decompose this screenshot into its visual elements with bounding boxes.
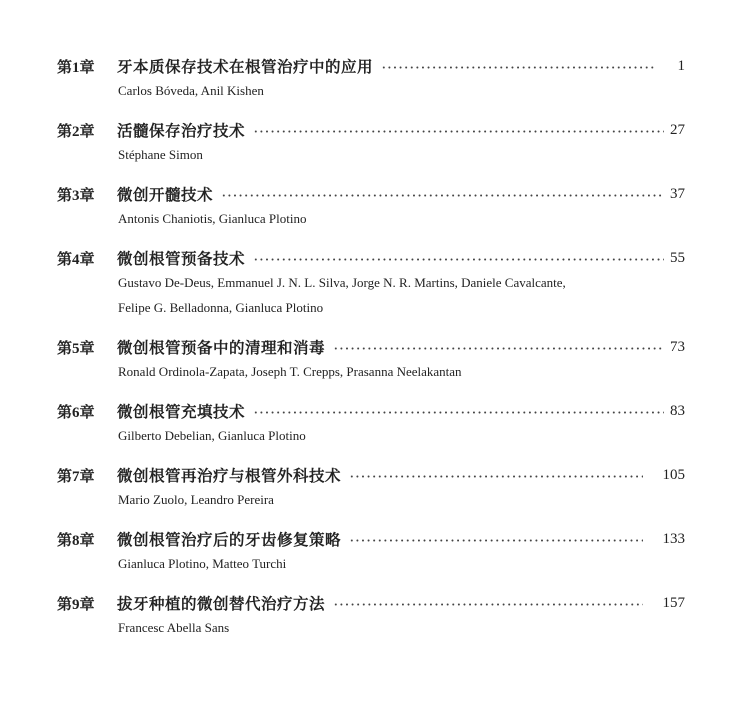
- chapter-authors: [57, 487, 685, 512]
- toc-title-row[interactable]: [57, 399, 685, 423]
- chapter-authors: [57, 270, 685, 320]
- page-number: 27: [670, 121, 685, 138]
- toc-entry[interactable]: [57, 527, 685, 576]
- page-number: 1: [677, 57, 685, 74]
- dot-leader: [253, 411, 664, 414]
- chapter-number: 第7章: [57, 468, 95, 485]
- chapter-authors: [57, 142, 685, 167]
- chapter-authors: [57, 78, 685, 103]
- toc-entry[interactable]: [57, 463, 685, 512]
- chapter-number: 第1章: [57, 59, 95, 76]
- chapter-title[interactable]: 微创开髓技术: [117, 187, 214, 204]
- toc-entry[interactable]: [57, 182, 685, 231]
- toc-title-row[interactable]: [57, 591, 685, 615]
- chapter-number: 第9章: [57, 596, 95, 613]
- toc-title-row[interactable]: [57, 118, 685, 142]
- author-line: Gilberto Debelian, Gianluca Plotino: [118, 428, 306, 443]
- author-line: Ronald Ordinola-Zapata, Joseph T. Crepps, Prasanna Neelakantan: [118, 364, 462, 379]
- chapter-number: 第6章: [57, 404, 95, 421]
- chapter-number: 第2章: [57, 123, 95, 140]
- author-line: Gustavo De-Deus, Emmanuel J. N. L. Silva, Jorge N. R. Martins, Daniele Cavalcante,: [118, 275, 566, 290]
- toc-entry[interactable]: [57, 591, 685, 640]
- author-line: Felipe G. Belladonna, Gianluca Plotino: [118, 300, 324, 315]
- page-number: 105: [662, 466, 685, 483]
- chapter-authors: [57, 206, 685, 231]
- chapter-authors: [57, 359, 685, 384]
- dot-leader: [253, 130, 664, 133]
- toc-entry[interactable]: [57, 118, 685, 167]
- chapter-number: 第4章: [57, 251, 95, 268]
- chapter-title[interactable]: 活髓保存治疗技术: [117, 123, 246, 140]
- author-line: Carlos Bóveda, Anil Kishen: [118, 83, 264, 98]
- chapter-number: 第5章: [57, 340, 95, 357]
- dot-leader: [349, 475, 642, 478]
- page-number: 157: [662, 594, 685, 611]
- toc-entry[interactable]: [57, 246, 685, 320]
- dot-leader: [333, 603, 642, 606]
- chapter-title[interactable]: 拔牙种植的微创替代治疗方法: [117, 596, 326, 613]
- page-number: 55: [670, 249, 685, 266]
- dot-leader: [349, 539, 642, 542]
- chapter-title[interactable]: 微创根管预备中的清理和消毒: [117, 340, 326, 357]
- chapter-authors: [57, 423, 685, 448]
- chapter-authors: [57, 615, 685, 640]
- author-line: Francesc Abella Sans: [118, 620, 230, 635]
- dot-leader: [253, 258, 664, 261]
- chapter-title[interactable]: 微创根管预备技术: [117, 251, 246, 268]
- toc-title-row[interactable]: [57, 335, 685, 359]
- dot-leader: [333, 347, 664, 350]
- dot-leader: [381, 66, 655, 69]
- table-of-contents: [57, 54, 685, 655]
- page-number: 83: [670, 402, 685, 419]
- toc-entry[interactable]: [57, 399, 685, 448]
- page-number: 73: [670, 338, 685, 355]
- dot-leader: [221, 194, 664, 197]
- author-line: Gianluca Plotino, Matteo Turchi: [118, 556, 287, 571]
- author-line: Stéphane Simon: [118, 147, 203, 162]
- chapter-title[interactable]: 微创根管治疗后的牙齿修复策略: [117, 532, 342, 549]
- chapter-title[interactable]: 微创根管充填技术: [117, 404, 246, 421]
- chapter-number: 第3章: [57, 187, 95, 204]
- page-number: 37: [670, 185, 685, 202]
- chapter-title[interactable]: 微创根管再治疗与根管外科技术: [117, 468, 342, 485]
- toc-title-row[interactable]: [57, 246, 685, 270]
- toc-entry[interactable]: [57, 54, 685, 103]
- toc-title-row[interactable]: [57, 182, 685, 206]
- chapter-number: 第8章: [57, 532, 95, 549]
- chapter-authors: [57, 551, 685, 576]
- chapter-title[interactable]: 牙本质保存技术在根管治疗中的应用: [117, 59, 374, 76]
- page-number: 133: [662, 530, 685, 547]
- author-line: Mario Zuolo, Leandro Pereira: [118, 492, 274, 507]
- toc-entry[interactable]: [57, 335, 685, 384]
- toc-title-row[interactable]: [57, 54, 685, 78]
- toc-title-row[interactable]: [57, 463, 685, 487]
- author-line: Antonis Chaniotis, Gianluca Plotino: [118, 211, 307, 226]
- toc-title-row[interactable]: [57, 527, 685, 551]
